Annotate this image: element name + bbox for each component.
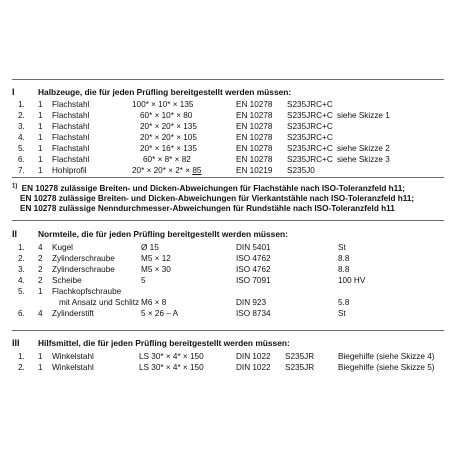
text-fragment: 1) xyxy=(12,183,18,190)
table-cell: Flachstahl xyxy=(52,122,90,131)
section-number: I xyxy=(12,87,15,97)
table-cell: M5 × 12 xyxy=(141,254,171,263)
section-title: Halbzeuge, die für jeden Prüfling bereitgestellt werden müssen: xyxy=(38,87,292,97)
table-cell: ISO 8734 xyxy=(236,309,271,318)
table-cell: EN 10278 xyxy=(236,111,273,120)
table-cell: EN 10278 xyxy=(236,122,273,131)
table-cell: 60* × 10* × 80 xyxy=(140,111,193,120)
table-cell: siehe Skizze 2 xyxy=(337,144,390,153)
table-cell: St xyxy=(338,309,346,318)
table-cell: 3. xyxy=(18,265,25,274)
table-cell: Flachstahl xyxy=(52,155,90,164)
table-cell: 2. xyxy=(18,111,25,120)
table-cell: 4. xyxy=(18,276,25,285)
table-cell: M6 × 8 xyxy=(141,298,167,307)
table-cell: Winkelstahl xyxy=(52,352,94,361)
table-cell: 20* × 16* × 135 xyxy=(140,144,197,153)
table-cell: 1 xyxy=(38,363,43,372)
table-cell: 2. xyxy=(18,363,25,372)
table-cell: EN 10278 xyxy=(236,100,273,109)
table-cell: DIN 923 xyxy=(236,298,267,307)
table-cell: 8.8 xyxy=(338,265,350,274)
table-cell: Scheibe xyxy=(52,276,82,285)
text-fragment: 85 xyxy=(192,166,202,175)
table-cell: 4 xyxy=(38,243,43,252)
table-cell: EN 10278 xyxy=(236,133,273,142)
section-title: Normteile, die für jeden Prüfling bereitgestellt werden müssen: xyxy=(38,229,288,239)
table-cell: 7. xyxy=(18,166,25,175)
table-cell: ISO 4762 xyxy=(236,265,271,274)
text-fragment: 20* × 20* × 2* × xyxy=(132,166,193,175)
table-cell: 3. xyxy=(18,122,25,131)
section-divider xyxy=(12,177,444,178)
table-cell: 2 xyxy=(38,276,43,285)
table-cell: EN 10219 xyxy=(236,166,273,175)
footnote-line: EN 10278 zulässige Nenndurchmesser-Abweichungen für Rundstähle nach ISO-Toleranzfeld h11 xyxy=(20,204,395,213)
table-cell: S235JRC+C xyxy=(287,122,333,131)
table-cell: S235JRC+C xyxy=(287,100,333,109)
table-cell: Flachstahl xyxy=(52,100,90,109)
table-cell: 5.8 xyxy=(338,298,350,307)
table-cell: S235J0 xyxy=(287,166,315,175)
section-number: III xyxy=(12,338,20,348)
table-cell: Flachstahl xyxy=(52,111,90,120)
table-cell: 5 xyxy=(141,276,146,285)
table-cell: Biegehilfe (siehe Skizze 4) xyxy=(338,352,435,361)
table-cell: S235JR xyxy=(285,363,315,372)
table-cell: 5. xyxy=(18,144,25,153)
table-cell: siehe Skizze 1 xyxy=(337,111,390,120)
table-cell: St xyxy=(338,243,346,252)
table-cell: 2 xyxy=(38,265,43,274)
table-cell: Biegehilfe (siehe Skizze 5) xyxy=(338,363,435,372)
table-cell: 2 xyxy=(38,254,43,263)
table-cell: 20* × 20* × 135 xyxy=(140,122,197,131)
table-cell: 1. xyxy=(18,100,25,109)
table-cell: 100 HV xyxy=(338,276,366,285)
table-cell: 6. xyxy=(18,309,25,318)
table-cell: 1 xyxy=(38,352,43,361)
table-cell: Zylinderschraube xyxy=(52,265,115,274)
section-divider xyxy=(12,79,444,80)
table-cell: 20* × 20* × 105 xyxy=(140,133,197,142)
table-cell: LS 30* × 4* × 150 xyxy=(139,363,204,372)
table-cell: Winkelstahl xyxy=(52,363,94,372)
table-cell: 8.8 xyxy=(338,254,350,263)
footnote-line: EN 10278 zulässige Breiten- und Dicken-Abweichungen für Vierkantstähle nach ISO-Toleranzfeld h11; xyxy=(20,194,415,203)
table-cell: 1 xyxy=(38,122,43,131)
table-cell: 4 xyxy=(38,309,43,318)
section-number: II xyxy=(12,229,18,239)
table-cell: 60* × 8* × 82 xyxy=(143,155,191,164)
table-cell: M5 × 30 xyxy=(141,265,171,274)
table-cell: 1 xyxy=(38,166,43,175)
table-cell: 5. xyxy=(18,287,25,296)
table-cell xyxy=(132,166,201,175)
table-cell: 4. xyxy=(18,133,25,142)
table-cell: ISO 4762 xyxy=(236,254,271,263)
footnote-line xyxy=(12,184,405,193)
table-cell: DIN 1022 xyxy=(236,352,271,361)
text-fragment: EN 10278 zulässige Breiten- und Dicken-Abweichungen für Flachstähle nach ISO-Toleranzfeld h11; xyxy=(21,184,406,193)
section-divider xyxy=(12,220,444,221)
table-cell: Flachstahl xyxy=(52,144,90,153)
table-cell: S235JRC+C xyxy=(287,111,333,120)
table-cell: 1 xyxy=(38,133,43,142)
table-cell: Kugel xyxy=(52,243,73,252)
table-cell: 1 xyxy=(38,100,43,109)
section-divider xyxy=(12,330,444,331)
table-cell: 1. xyxy=(18,243,25,252)
table-cell: ISO 7091 xyxy=(236,276,271,285)
table-cell: 100* × 10* × 135 xyxy=(132,100,194,109)
table-cell: 1. xyxy=(18,352,25,361)
table-cell: S235JRC+C xyxy=(287,155,333,164)
table-cell: Flachkopfschraube xyxy=(52,287,122,296)
table-cell: 1 xyxy=(38,111,43,120)
table-cell: S235JRC+C xyxy=(287,133,333,142)
table-cell: Ø 15 xyxy=(141,243,159,252)
table-cell: EN 10278 xyxy=(236,144,273,153)
table-cell: 5 × 26 – A xyxy=(141,309,179,318)
table-cell: 1 xyxy=(38,155,43,164)
table-cell: DIN 5401 xyxy=(236,243,271,252)
table-cell: mit Ansatz und Schlitz xyxy=(59,298,140,307)
table-cell: Zylinderschraube xyxy=(52,254,115,263)
table-cell: 1 xyxy=(38,144,43,153)
table-cell: LS 30* × 4* × 150 xyxy=(139,352,204,361)
table-cell: DIN 1022 xyxy=(236,363,271,372)
table-cell: 2. xyxy=(18,254,25,263)
table-cell: Hohlprofil xyxy=(52,166,87,175)
table-cell: 6. xyxy=(18,155,25,164)
table-cell: EN 10278 xyxy=(236,155,273,164)
table-cell: S235JR xyxy=(285,352,315,361)
table-cell: Zylinderstift xyxy=(52,309,94,318)
section-title: Hilfsmittel, die für jeden Prüfling bereitgestellt werden müssen: xyxy=(38,338,290,348)
table-cell: S235JRC+C xyxy=(287,144,333,153)
table-cell: siehe Skizze 3 xyxy=(337,155,390,164)
table-cell: 1 xyxy=(38,287,43,296)
table-cell: Flachstahl xyxy=(52,133,90,142)
